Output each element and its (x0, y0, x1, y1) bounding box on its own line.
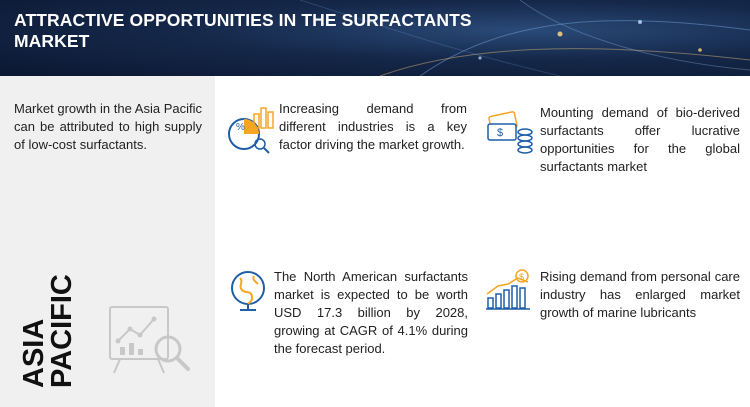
growth-chart-icon (484, 268, 534, 314)
header-banner (0, 0, 750, 76)
page-title: ATTRACTIVE OPPORTUNITIES IN THE SURFACTANTS MARKET (14, 10, 472, 51)
card-2-text: Mounting demand of bio-derived surfactants offer lucrative opportunities for the global surfactants market (540, 105, 740, 174)
card-3-text: The North American surfactants market is expected to be worth USD 17.3 billion by 2028, growing at CAGR of 4.1% during the forecast period. (274, 269, 468, 356)
analytics-illustration-icon (102, 303, 194, 375)
svg-text:$: $ (519, 272, 525, 282)
svg-text:$: $ (497, 127, 504, 139)
chart-pie-icon (226, 100, 276, 156)
globe-icon (226, 268, 272, 314)
region-label: ASIA PACIFIC (18, 274, 78, 388)
opportunity-card-1 (226, 100, 471, 180)
card-4-text: Rising demand from personal care industry has enlarged market growth of marine lubricants (540, 269, 740, 320)
opportunity-card-2 (486, 104, 741, 184)
money-coins-icon (486, 104, 536, 154)
opportunity-card-4 (484, 268, 742, 348)
opportunity-card-3 (226, 268, 471, 378)
svg-text:%: % (236, 122, 245, 133)
region-description: Market growth in the Asia Pacific can be attributed to high supply of low-cost surfactants. (14, 101, 202, 152)
card-1-text: Increasing demand from different industries is a key factor driving the market growth. (279, 101, 467, 152)
